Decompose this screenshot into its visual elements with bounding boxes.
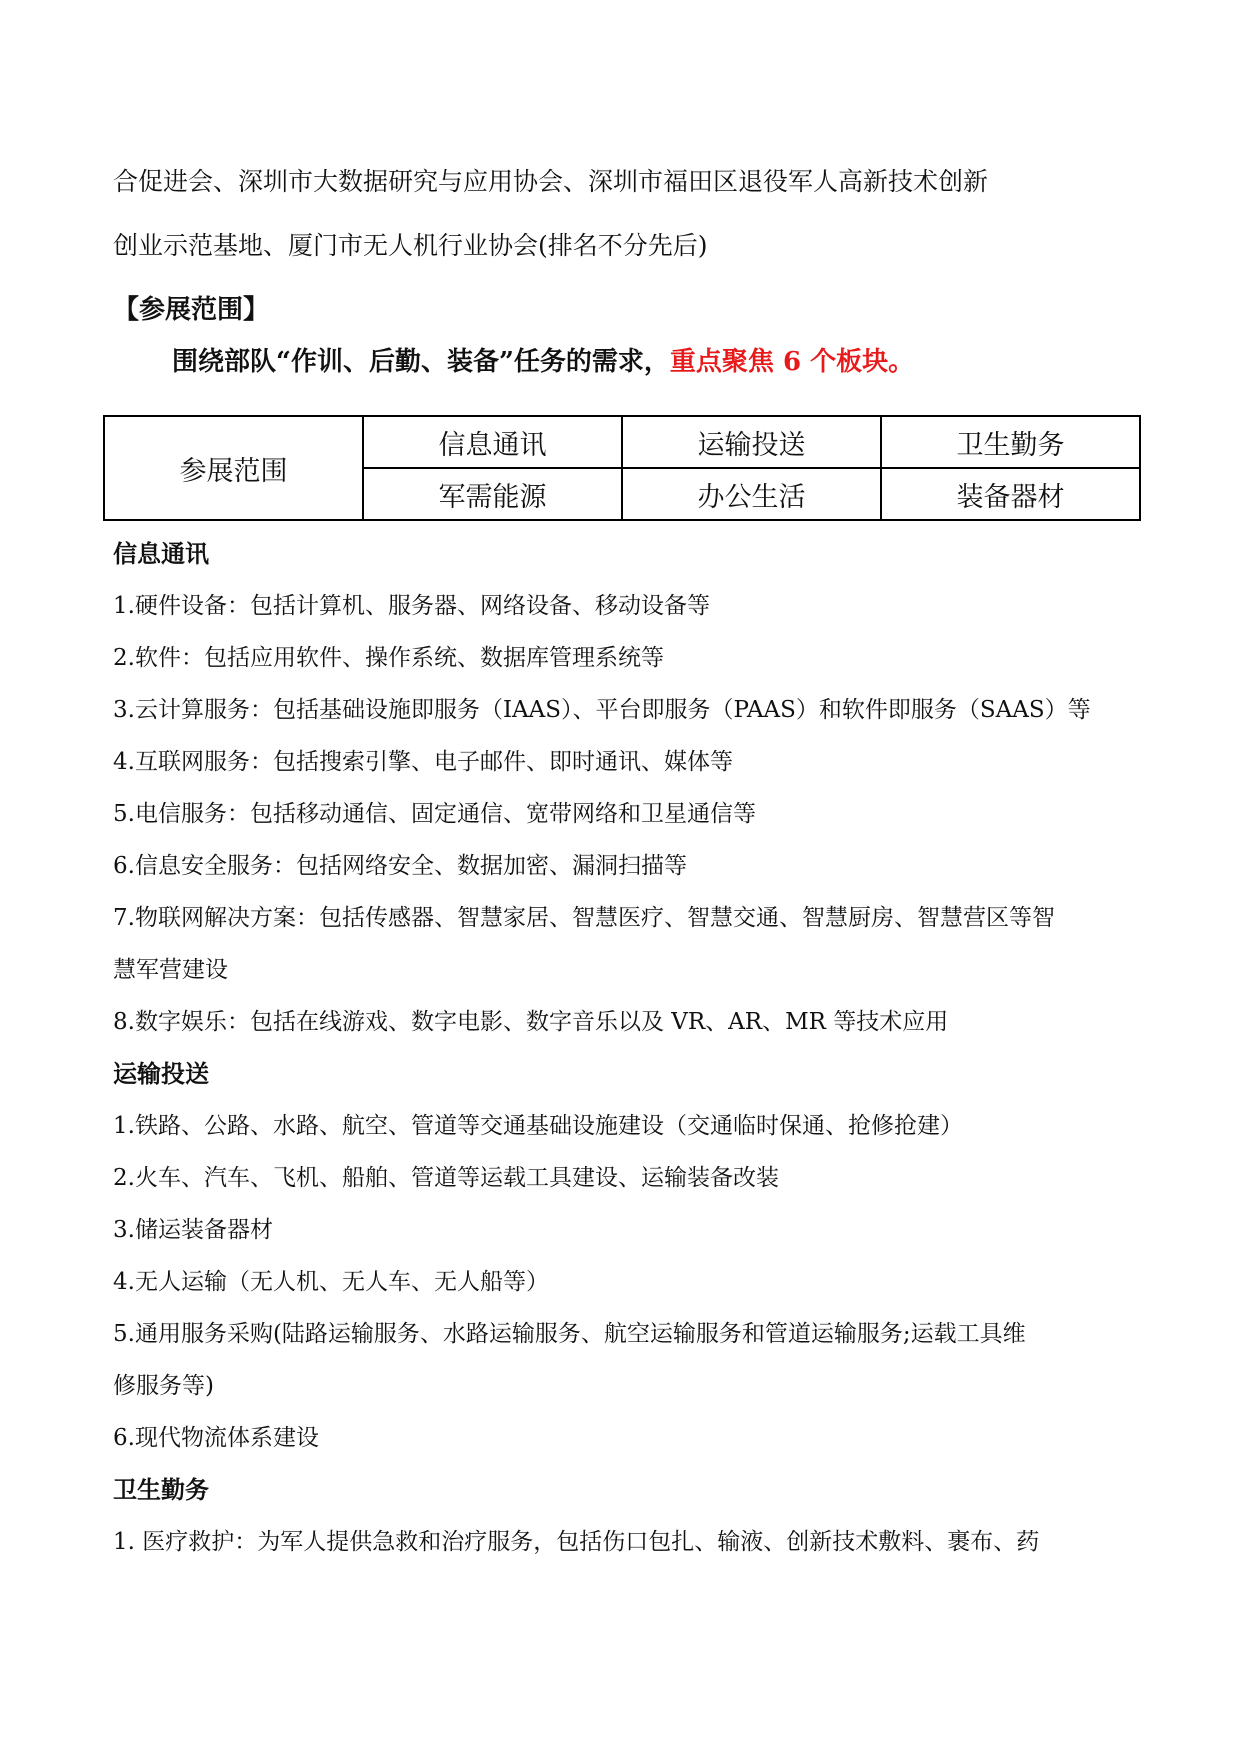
intro-line-2: 创业示范基地、厦门市无人机行业协会(排名不分先后) xyxy=(113,231,708,260)
list-item: 1.硬件设备：包括计算机、服务器、网络设备、移动设备等 xyxy=(113,593,710,619)
focus-highlight: 重点聚焦 6 个板块。 xyxy=(669,347,915,377)
scope-cell: 军需能源 xyxy=(363,468,622,520)
transport-heading: 运输投送 xyxy=(113,1059,209,1088)
scope-row-1 xyxy=(104,416,1140,468)
list-item-continued: 修服务等) xyxy=(113,1373,214,1399)
list-item: 4.互联网服务：包括搜索引擎、电子邮件、即时通讯、媒体等 xyxy=(113,749,733,775)
list-item: 8.数字娱乐：包括在线游戏、数字电影、数字音乐以及 VR、AR、MR 等技术应用 xyxy=(113,1009,949,1035)
scope-cell: 办公生活 xyxy=(622,468,881,520)
scope-table xyxy=(103,415,1141,521)
section-title: 【参展范围】 xyxy=(113,295,270,325)
list-item-continued: 慧军营建设 xyxy=(113,957,228,983)
scope-cell: 运输投送 xyxy=(622,416,881,468)
list-item: 3.储运装备器材 xyxy=(113,1217,273,1243)
medical-heading: 卫生勤务 xyxy=(113,1475,209,1504)
list-item: 5.电信服务：包括移动通信、固定通信、宽带网络和卫星通信等 xyxy=(113,801,756,827)
list-item: 3.云计算服务：包括基础设施即服务（IAAS）、平台即服务（PAAS）和软件即服务（SAAS）等 xyxy=(113,697,1091,723)
list-item: 2.软件：包括应用软件、操作系统、数据库管理系统等 xyxy=(113,645,664,671)
scope-cell: 卫生勤务 xyxy=(881,416,1140,468)
list-item: 4.无人运输（无人机、无人车、无人船等） xyxy=(113,1269,549,1295)
info-heading: 信息通讯 xyxy=(113,539,209,568)
list-item: 6.信息安全服务：包括网络安全、数据加密、漏洞扫描等 xyxy=(113,853,687,879)
list-item: 7.物联网解决方案：包括传感器、智慧家居、智慧医疗、智慧交通、智慧厨房、智慧营区等智 xyxy=(113,905,1055,931)
list-item: 6.现代物流体系建设 xyxy=(113,1425,319,1451)
list-item: 5.通用服务采购(陆路运输服务、水路运输服务、航空运输服务和管道运输服务;运载工具维 xyxy=(113,1321,1026,1347)
scope-cell: 信息通讯 xyxy=(363,416,622,468)
list-item: 2.火车、汽车、飞机、船舶、管道等运载工具建设、运输装备改装 xyxy=(113,1165,779,1191)
list-item: 1. 医疗救护：为军人提供急救和治疗服务，包括伤口包扎、输液、创新技术敷料、裹布、药 xyxy=(113,1529,1040,1555)
scope-cell: 装备器材 xyxy=(881,468,1140,520)
scope-label-cell: 参展范围 xyxy=(104,416,363,520)
focus-prefix: 围绕部队“作训、后勤、装备”任务的需求， xyxy=(172,347,670,377)
list-item: 1.铁路、公路、水路、航空、管道等交通基础设施建设（交通临时保通、抢修抢建） xyxy=(113,1113,963,1139)
intro-line-1: 合促进会、深圳市大数据研究与应用协会、深圳市福田区退役军人高新技术创新 xyxy=(113,167,989,196)
focus-statement xyxy=(172,346,914,378)
